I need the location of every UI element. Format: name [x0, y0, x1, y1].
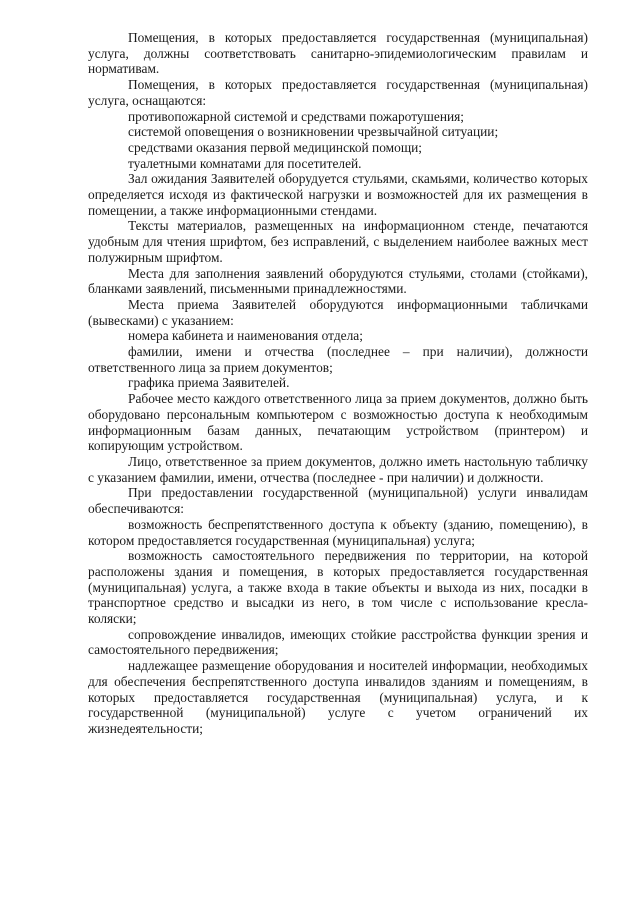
list-item-reception-schedule: графика приема Заявителей. [128, 375, 290, 391]
list-item-independent-movement: возможность самостоятельного передвижения по территории, на которой расположены здания и помещения, в которых предоставляется государственная (муниципальная) услуга, а также входа в такие объекты и выхода из них, посадки в транспортное средство и высадки из него, в том числе с использование кресла-коляски; [88, 548, 588, 627]
paragraph-reception-places: Места приема Заявителей оборудуются информационными табличками (вывесками) с указанием: [88, 296, 588, 328]
list-item-office-number: номера кабинета и наименования отдела; [128, 328, 363, 344]
paragraph-waiting-hall: Зал ожидания Заявителей оборудуется стульями, скамьями, количество которых определяется исходя из фактической нагрузки и возможностей для их размещения в помещении, а также информационными стендами. [88, 171, 588, 218]
list-item-accompaniment: сопровождение инвалидов, имеющих стойкие расстройства функции зрения и самостоятельного передвижения; [88, 626, 588, 658]
document-page [88, 30, 588, 737]
paragraph-nameplate: Лицо, ответственное за прием документов, должно иметь настольную табличку с указанием фамилии, имени, отчества (последнее - при наличии) и должности. [88, 453, 588, 485]
list-item-toilets: туалетными комнатами для посетителей. [128, 155, 362, 171]
paragraph-stand-texts: Тексты материалов, размещенных на информационном стенде, печатаются удобным для чтения шрифтом, без исправлений, с выделением наиболее важных мест полужирным шрифтом. [88, 218, 588, 265]
list-item-responsible-person: фамилии, имени и отчества (последнее – при наличии), должности ответственного лица за прием документов; [88, 344, 588, 375]
list-item-fire-system: противопожарной системой и средствами пожаротушения; [128, 108, 465, 124]
list-item-first-aid: средствами оказания первой медицинской помощи; [128, 139, 423, 155]
paragraph-disabled-provisions: При предоставлении государственной (муниципальной) услуги инвалидам обеспечиваются: [88, 485, 588, 517]
list-item-alert-system: системой оповещения о возникновении чрезвычайной ситуации; [128, 124, 499, 140]
list-item-equipment-placement: надлежащее размещение оборудования и носителей информации, необходимых для обеспечения беспрепятственного доступа инвалидов зданиям и помещениям, в которых предоставляется государственная (муниципальная) услуга, и к государственной (муниципальной) услуге с учетом ограничений их жизнедеятельности; [88, 658, 588, 736]
paragraph-workplace: Рабочее место каждого ответственного лица за прием документов, должно быть оборудовано персональным компьютером с возможностью доступа к необходимым информационным базам данных, печатающим устройством (принтером) и копирующим устройством. [88, 391, 588, 454]
paragraph-premises-equipment: Помещения, в которых предоставляется государственная (муниципальная) услуга, оснащаются: [88, 77, 588, 108]
list-item-barrier-free-access: возможность беспрепятственного доступа к объекту (зданию, помещению), в котором предоставляется государственная (муниципальная) услуга; [88, 516, 588, 548]
paragraph-application-places: Места для заполнения заявлений оборудуются стульями, столами (стойками), бланками заявлений, письменными принадлежностями. [88, 265, 588, 297]
paragraph-premises-requirements: Помещения, в которых предоставляется государственная (муниципальная) услуга, должны соответствовать санитарно-эпидемиологическим правилам и нормативам. [88, 30, 588, 77]
